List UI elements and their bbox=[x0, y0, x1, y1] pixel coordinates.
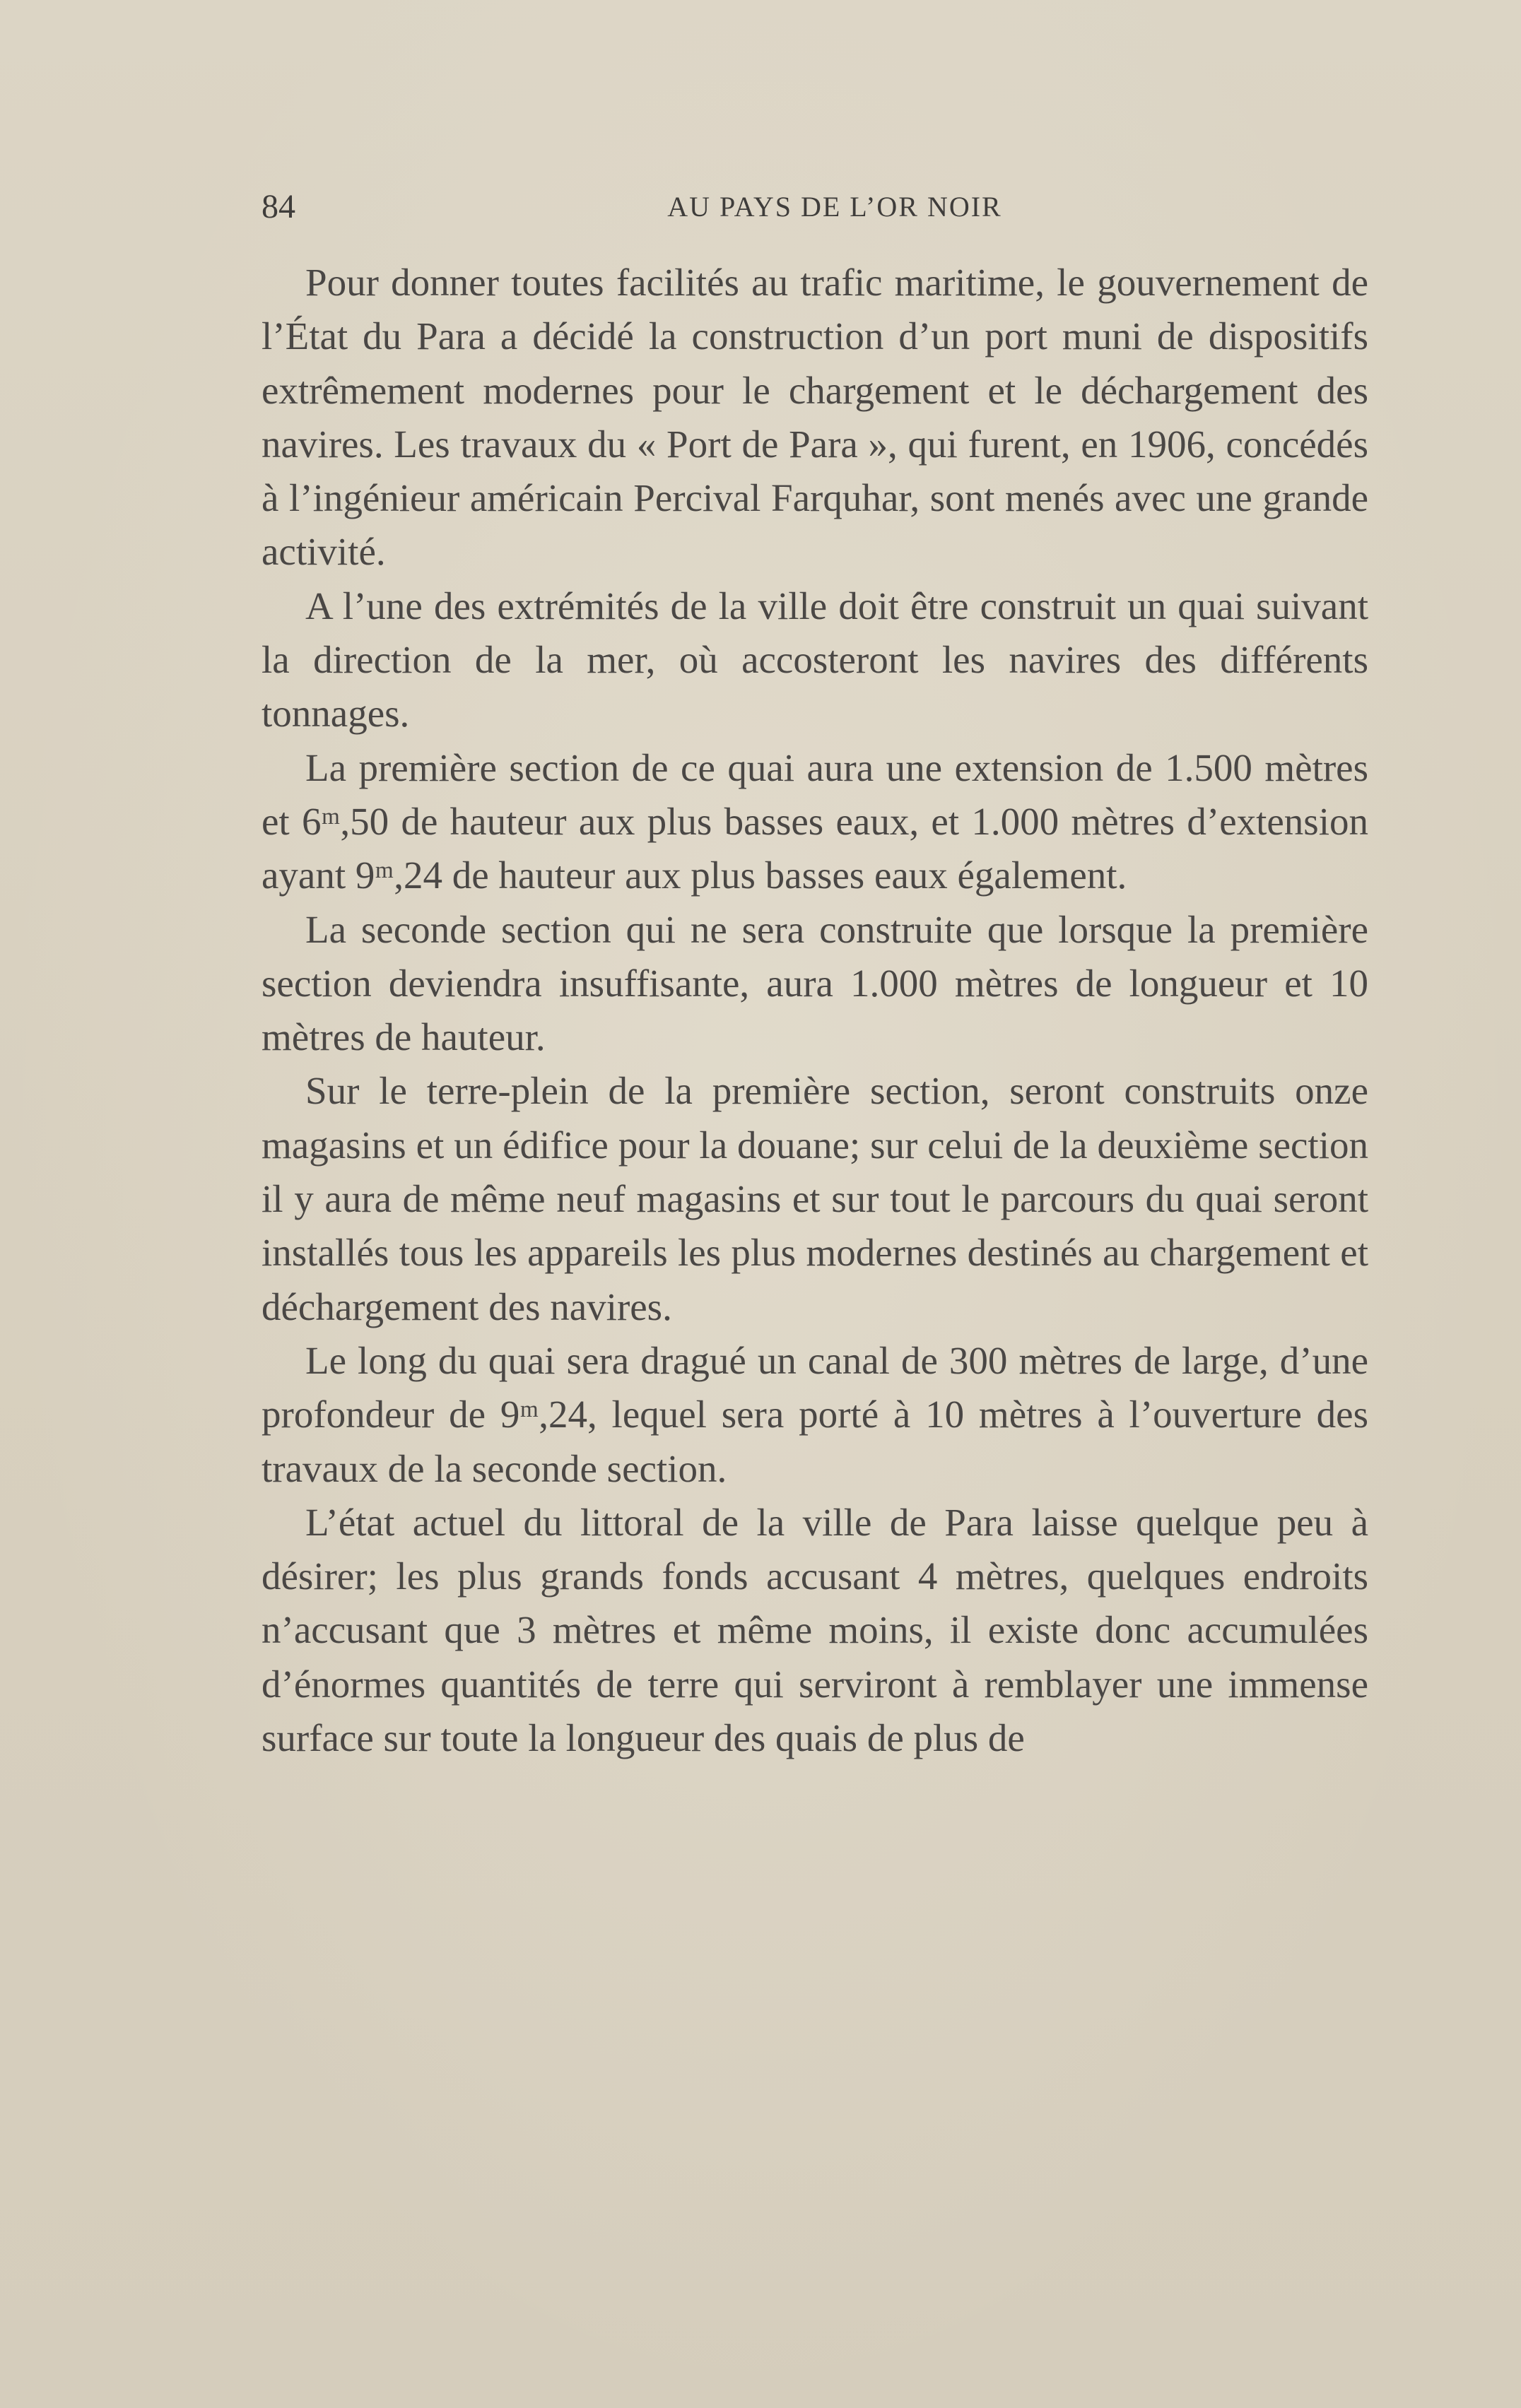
body-text bbox=[262, 256, 1368, 1765]
paragraph: A l’une des extrémités de la ville doit être construit un quai suivant la direction de la mer, où accosteront les navires des différents tonnages. bbox=[262, 584, 1368, 736]
page-number: 84 bbox=[262, 188, 295, 225]
paragraph: Sur le terre-plein de la première section, seront construits onze magasins et un édifice pour la douane; sur celui de la deuxième section il y aura de même neuf magasins et sur tout le parcours du quai seront installés tous les appareils les plus modernes destinés au chargement et déchargement des navires. bbox=[262, 1069, 1368, 1328]
paragraph: La seconde section qui ne sera construite que lorsque la première section deviendra insuffisante, aura 1.000 mètres de longueur et 10 mètres de hauteur. bbox=[262, 907, 1368, 1059]
paragraph: Pour donner toutes facilités au trafic maritime, le gouvernement de l’État du Para a décidé la construction d’un port muni de dispositifs extrêmement modernes pour le chargement et le déchargement des navires. Les travaux du « Port de Para », qui furent, en 1906, concédés à l’ingénieur américain Percival Farquhar, sont menés avec une grande activité. bbox=[262, 261, 1368, 574]
running-title: AU PAYS DE L’OR NOIR bbox=[667, 191, 1002, 223]
paragraph: La première section de ce quai aura une extension de 1.500 mètres et 6ᵐ,50 de hauteur aux plus basses eaux, et 1.000 mètres d’extension ayant 9ᵐ,24 de hauteur aux plus basses eaux également. bbox=[262, 745, 1368, 897]
page-header bbox=[262, 182, 1368, 232]
paragraph: Le long du quai sera dragué un canal de 300 mètres de large, d’une profondeur de 9ᵐ,24, lequel sera porté à 10 mètres à l’ouverture des travaux de la seconde section. bbox=[262, 1338, 1368, 1490]
paragraph: L’état actuel du littoral de la ville de Para laisse quelque peu à désirer; les plus grands fonds accusant 4 mètres, quelques endroits n’accusant que 3 mètres et même moins, il existe donc accumulées d’énormes quantités de terre qui serviront à remblayer une immense surface sur toute la longueur des quais de plus de bbox=[262, 1500, 1368, 1760]
